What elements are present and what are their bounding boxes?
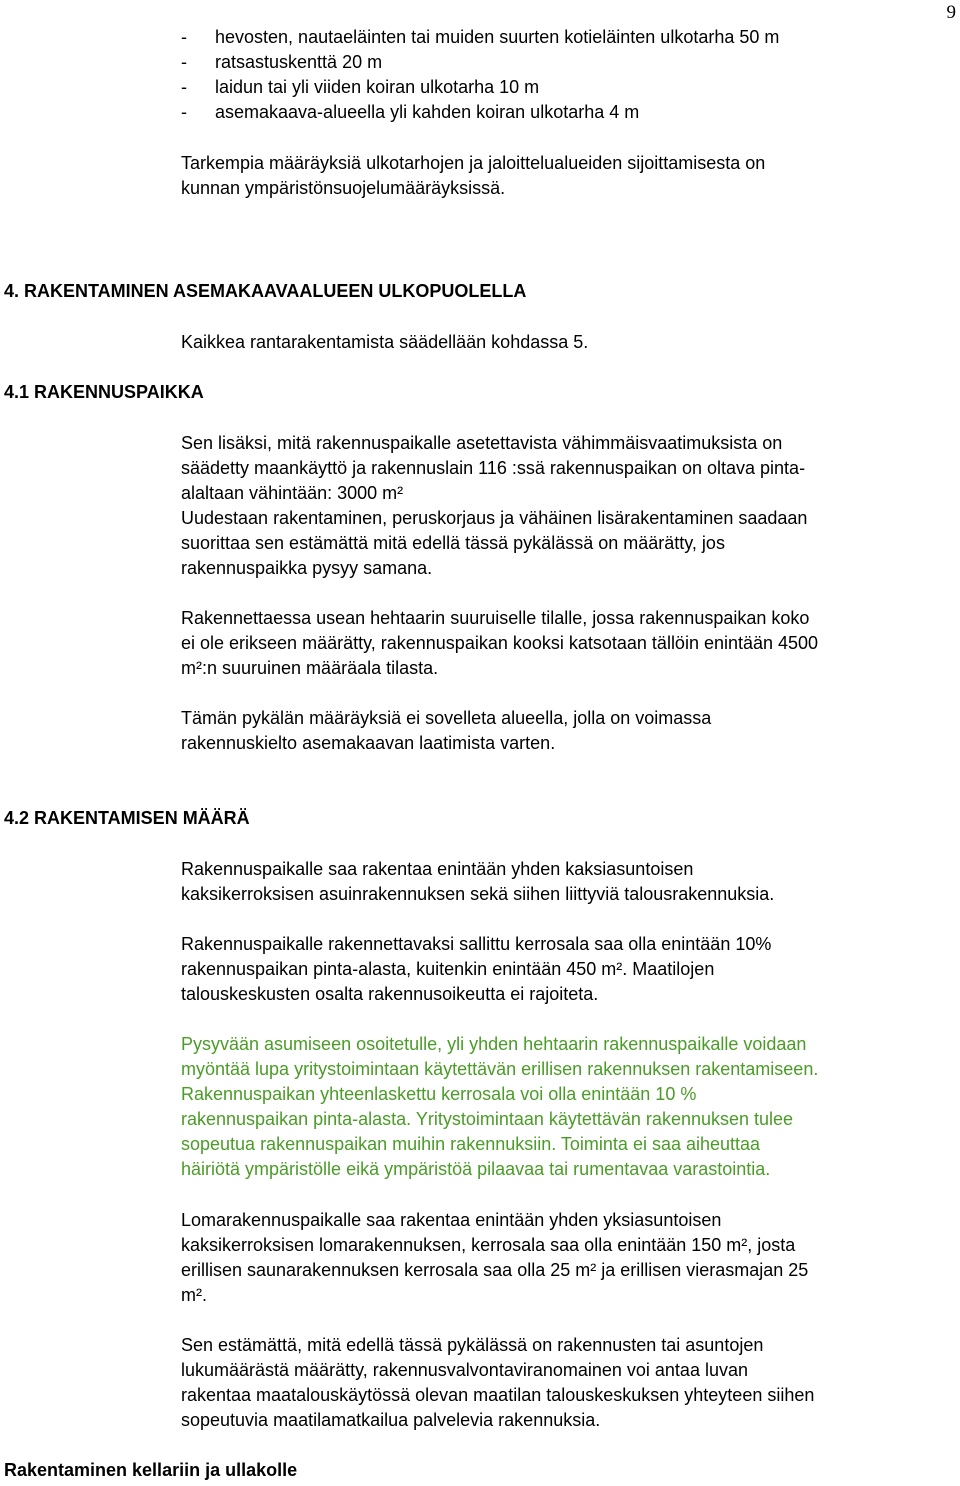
- list-item-text: asemakaava-alueella yli kahden koiran ulkotarha 4 m: [215, 102, 640, 122]
- paragraph-maara-a: [181, 857, 774, 907]
- text-line: kaksikerroksisen asuinrakennuksen sekä siihen liittyviä talousrakennuksia.: [181, 884, 775, 904]
- text-line: Kaikkea rantarakentamista säädellään kohdassa 5.: [181, 332, 589, 352]
- text-line: Pysyvään asumiseen osoitetulle, yli yhden hehtaarin rakennuspaikalle voidaan: [181, 1034, 807, 1054]
- section-heading-4-2: 4.2 RAKENTAMISEN MÄÄRÄ: [4, 808, 250, 828]
- text-line: Uudestaan rakentaminen, peruskorjaus ja vähäinen lisärakentaminen saadaan: [181, 508, 808, 528]
- bullet-dash: -: [181, 102, 187, 122]
- paragraph-maara-c: [181, 1208, 808, 1308]
- text-line: Lomarakennuspaikalle saa rakentaa enintään yhden yksiasuntoisen: [181, 1210, 722, 1230]
- text-line: Rakennuspaikalle rakennettavaksi sallittu kerrosala saa olla enintään 10%: [181, 934, 772, 954]
- text-line: suorittaa sen estämättä mitä edellä tässä pykälässä on määrätty, jos: [181, 533, 725, 553]
- text-line: talouskeskusten osalta rakennusoikeutta ei rajoiteta.: [181, 984, 599, 1004]
- paragraph-maara-b: [181, 932, 771, 1007]
- text-line: lukumäärästä määrätty, rakennusvalvontaviranomainen voi antaa luvan: [181, 1360, 748, 1380]
- paragraph-maara-d: [181, 1333, 814, 1433]
- list-item-text: hevosten, nautaeläinten tai muiden suurten kotieläinten ulkotarha 50 m: [215, 27, 780, 47]
- text-line: säädetty maankäyttö ja rakennuslain 116 :ssä rakennuspaikan on oltava pinta-: [181, 458, 806, 478]
- list-item-text: ratsastuskenttä 20 m: [215, 52, 383, 72]
- text-line: Sen estämättä, mitä edellä tässä pykälässä on rakennusten tai asuntojen: [181, 1335, 764, 1355]
- list-item: [181, 50, 779, 75]
- text-line: rakennuspaikan pinta-alasta, kuitenkin enintään 450 m². Maatilojen: [181, 959, 715, 979]
- text-line: Rakennettaessa usean hehtaarin suuruiselle tilalle, jossa rakennuspaikan koko: [181, 608, 810, 628]
- text-line: rakennuspaikka pysyy samana.: [181, 558, 433, 578]
- bullet-dash: -: [181, 77, 187, 97]
- text-line: kaksikerroksisen lomarakennuksen, kerrosala saa olla enintään 150 m², josta: [181, 1235, 796, 1255]
- section-heading-4: 4. RAKENTAMINEN ASEMAKAAVAALUEEN ULKOPUOLELLA: [4, 281, 527, 301]
- text-line: häiriötä ympäristölle eikä ympäristöä pilaavaa tai rumentavaa varastointia.: [181, 1159, 771, 1179]
- text-line: rakennuskielto asemakaavan laatimista varten.: [181, 733, 556, 753]
- paragraph-maara-green-amendment: [181, 1032, 818, 1182]
- text-line: m².: [181, 1285, 207, 1305]
- list-item: [181, 75, 779, 100]
- text-line: ei ole erikseen määrätty, rakennuspaikan kooksi katsotaan tällöin enintään 4500: [181, 633, 819, 653]
- text-line: Sen lisäksi, mitä rakennuspaikalle asetettavista vähimmäisvaatimuksista on: [181, 433, 783, 453]
- text-line: Tarkempia määräyksiä ulkotarhojen ja jaloittelualueiden sijoittamisesta on: [181, 153, 766, 173]
- text-line: kunnan ympäristönsuojelumääräyksissä.: [181, 178, 506, 198]
- text-line: sopeutuvia maatilamatkailua palvelevia rakennuksia.: [181, 1410, 601, 1430]
- text-line: myöntää lupa yritystoimintaan käytettävän erillisen rakennuksen rakentamiseen.: [181, 1059, 819, 1079]
- text-line: rakentaa maatalouskäytössä olevan maatilan talouskeskuksen yhteyteen siihen: [181, 1385, 815, 1405]
- list-item: [181, 25, 779, 50]
- text-line: erillisen saunarakennuksen kerrosala saa olla 25 m² ja erillisen vierasmajan 25: [181, 1260, 809, 1280]
- paragraph-rakennuspaikka-a: [181, 431, 807, 581]
- paragraph-rantarakentaminen: [181, 330, 588, 355]
- text-line: sopeutua rakennuspaikan muihin rakennuksiin. Toiminta ei saa aiheuttaa: [181, 1134, 761, 1154]
- text-line: alaltaan vähintään: 3000 m²: [181, 483, 404, 503]
- text-line: Tämän pykälän määräyksiä ei sovelleta alueella, jolla on voimassa: [181, 708, 712, 728]
- list-item-text: laidun tai yli viiden koiran ulkotarha 10 m: [215, 77, 540, 97]
- text-line: m²:n suuruinen määräala tilasta.: [181, 658, 439, 678]
- page-number: 9: [946, 2, 956, 23]
- section-heading-4-1: 4.1 RAKENNUSPAIKKA: [4, 382, 204, 402]
- section-heading-kellari-ullakko: Rakentaminen kellariin ja ullakolle: [4, 1460, 298, 1480]
- list-item: [181, 100, 779, 125]
- paragraph-ulkotarha: [181, 151, 765, 201]
- setback-bullet-list: [181, 25, 779, 125]
- bullet-dash: -: [181, 27, 187, 47]
- paragraph-rakennuspaikka-b: [181, 606, 818, 681]
- text-line: rakennuspaikan pinta-alasta. Yritystoimintaan käytettävän rakennuksen tulee: [181, 1109, 794, 1129]
- text-line: Rakennuspaikan yhteenlaskettu kerrosala voi olla enintään 10 %: [181, 1084, 697, 1104]
- paragraph-rakennuspaikka-c: [181, 706, 711, 756]
- bullet-dash: -: [181, 52, 187, 72]
- text-line: Rakennuspaikalle saa rakentaa enintään yhden kaksiasuntoisen: [181, 859, 694, 879]
